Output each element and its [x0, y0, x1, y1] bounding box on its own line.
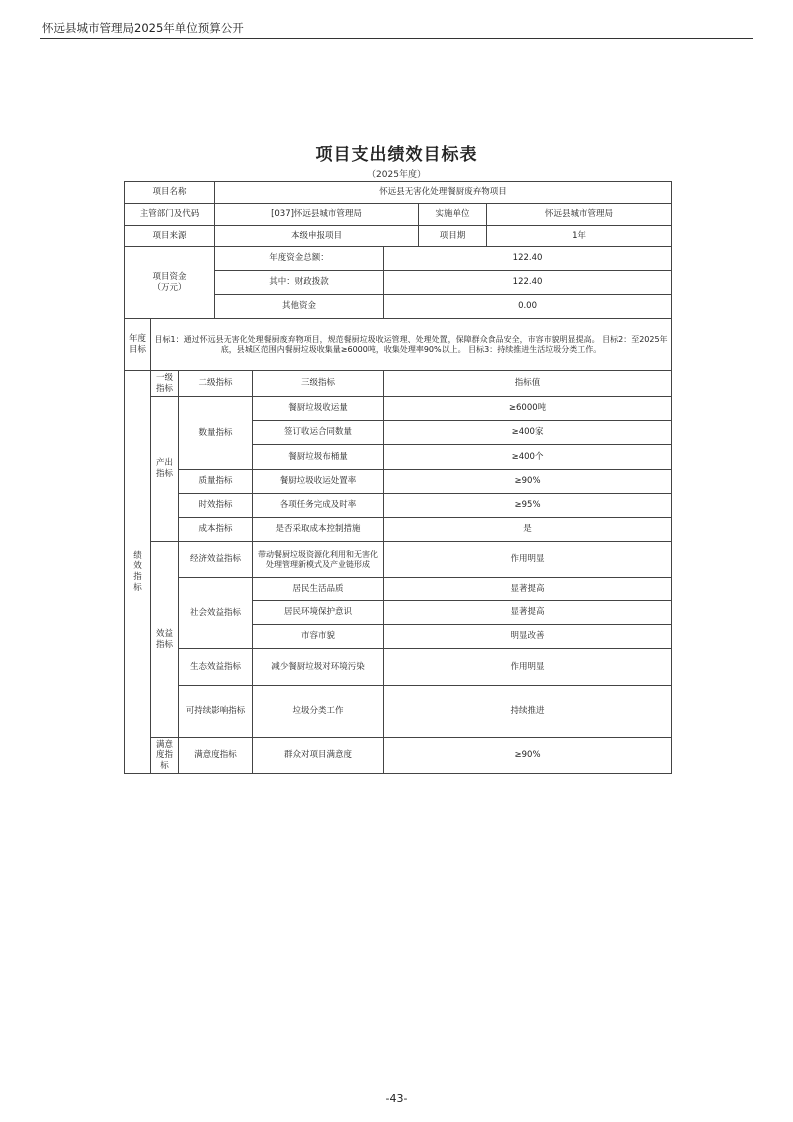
indicator-name: 各项任务完成及时率 — [253, 494, 384, 518]
page-header-title: 怀远县城市管理局2025年单位预算公开 — [42, 21, 244, 35]
exec-unit-label: 实施单位 — [419, 204, 487, 226]
table-row — [125, 649, 672, 686]
funding-other-label: 其他资金 — [215, 295, 384, 319]
social-indicator-label: 社会效益指标 — [179, 578, 253, 649]
funding-total-value: 122.40 — [384, 247, 672, 271]
indicator-value: 是 — [384, 518, 672, 542]
indicator-value: 显著提高 — [384, 601, 672, 625]
source-label: 项目来源 — [125, 226, 215, 247]
indicator-name: 是否采取成本控制措施 — [253, 518, 384, 542]
economic-indicator-label: 经济效益指标 — [179, 542, 253, 578]
indicator-value: 作用明显 — [384, 542, 672, 578]
indicator-name: 市容市貌 — [253, 625, 384, 649]
table-row — [125, 578, 672, 601]
indicator-name: 垃圾分类工作 — [253, 686, 384, 738]
department-label: 主管部门及代码 — [125, 204, 215, 226]
row-indicator-header — [125, 371, 672, 397]
table-row — [125, 542, 672, 578]
table-row — [125, 397, 672, 421]
satisfaction-indicator-label: 满意 度指 标 — [151, 738, 179, 774]
quality-indicator-label: 质量指标 — [179, 470, 253, 494]
funding-fiscal-label: 其中：财政拨款 — [215, 271, 384, 295]
row-project-name — [125, 182, 672, 204]
document-year: （2025年度） — [367, 170, 426, 180]
benefit-indicator-label: 效益 指标 — [151, 542, 179, 738]
row-source — [125, 226, 672, 247]
indicator-value: ≥400家 — [384, 421, 672, 445]
funding-other-value: 0.00 — [384, 295, 672, 319]
indicator-name: 居民生活品质 — [253, 578, 384, 601]
indicator-value: 作用明显 — [384, 649, 672, 686]
table-row — [125, 738, 672, 774]
timeliness-indicator-label: 时效指标 — [179, 494, 253, 518]
header-level3: 三级指标 — [253, 371, 384, 397]
header-divider — [40, 38, 753, 39]
row-annual-goal — [125, 319, 672, 371]
header-level2: 二级指标 — [179, 371, 253, 397]
project-name-label: 项目名称 — [125, 182, 215, 204]
output-indicator-label: 产出 指标 — [151, 397, 179, 542]
quantity-indicator-label: 数量指标 — [179, 397, 253, 470]
sustainable-indicator-label: 可持续影响指标 — [179, 686, 253, 738]
indicator-name: 群众对项目满意度 — [253, 738, 384, 774]
indicator-name: 减少餐厨垃圾对环境污染 — [253, 649, 384, 686]
table-row — [125, 470, 672, 494]
indicator-value: ≥400个 — [384, 445, 672, 470]
source-value: 本级申报项目 — [215, 226, 419, 247]
table-row — [125, 686, 672, 738]
performance-target-table — [124, 181, 672, 774]
annual-goal-label: 年度 目标 — [125, 319, 151, 371]
project-name-value: 怀远县无害化处理餐厨废弃物项目 — [215, 182, 672, 204]
indicator-value: 持续推进 — [384, 686, 672, 738]
indicator-value: ≥90% — [384, 738, 672, 774]
indicator-name: 餐厨垃圾收运量 — [253, 397, 384, 421]
indicator-value: 明显改善 — [384, 625, 672, 649]
indicator-name: 餐厨垃圾布桶量 — [253, 445, 384, 470]
header-value: 指标值 — [384, 371, 672, 397]
indicator-name: 带动餐厨垃圾资源化利用和无害化处理管理新模式及产业链形成 — [253, 542, 384, 578]
indicator-value: 显著提高 — [384, 578, 672, 601]
funding-fiscal-value: 122.40 — [384, 271, 672, 295]
indicator-name: 餐厨垃圾收运处置率 — [253, 470, 384, 494]
funding-total-label: 年度资金总额： — [215, 247, 384, 271]
performance-indicator-label: 绩 效 指 标 — [125, 371, 151, 774]
exec-unit-value: 怀远县城市管理局 — [487, 204, 672, 226]
period-value: 1年 — [487, 226, 672, 247]
satisfaction-level2-label: 满意度指标 — [179, 738, 253, 774]
indicator-value: ≥6000吨 — [384, 397, 672, 421]
cost-indicator-label: 成本指标 — [179, 518, 253, 542]
indicator-value: ≥90% — [384, 470, 672, 494]
row-department — [125, 204, 672, 226]
funding-label: 项目资金 （万元） — [125, 247, 215, 319]
period-label: 项目期 — [419, 226, 487, 247]
indicator-name: 居民环境保护意识 — [253, 601, 384, 625]
page-number: -43- — [385, 1092, 408, 1105]
indicator-name: 签订收运合同数量 — [253, 421, 384, 445]
table-row — [125, 494, 672, 518]
header-level1: 一级 指标 — [151, 371, 179, 397]
indicator-value: ≥95% — [384, 494, 672, 518]
row-funding-total — [125, 247, 672, 271]
document-title: 项目支出绩效目标表 — [315, 145, 478, 165]
annual-goal-text: 目标1：通过怀远县无害化处理餐厨废弃物项目，规范餐厨垃圾收运管理、处理处置，保障群众食品安全，市容市貌明显提高。 目标2：至2025年底，县城区范围内餐厨垃圾收集量≥6000吨，收集处理率90%以上。 目标3：持续推进生活垃圾分类工作。 — [151, 319, 672, 371]
table-row — [125, 518, 672, 542]
ecological-indicator-label: 生态效益指标 — [179, 649, 253, 686]
department-value: [037]怀远县城市管理局 — [215, 204, 419, 226]
